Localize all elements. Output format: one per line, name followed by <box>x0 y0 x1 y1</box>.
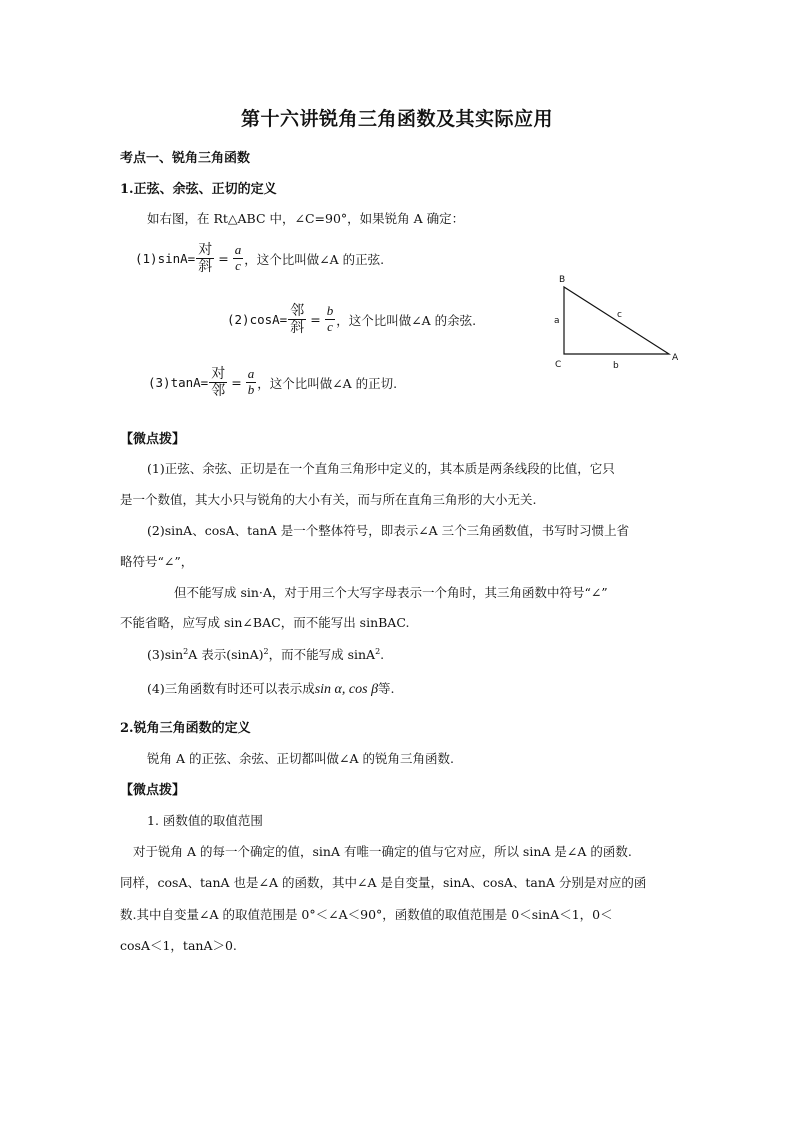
subsection-heading-acute: 2.锐角三角函数的定义 <box>120 721 251 736</box>
tip2-line4: 不能省略，应写成 sin∠BAC，而不能写出 sinBAC. <box>120 615 410 630</box>
vertex-label-a: A <box>672 353 679 363</box>
tip4-math: sin α, cos β <box>314 682 379 697</box>
tip4-part-a: (4)三角函数有时还可以表示成 <box>147 681 315 696</box>
tan-word-fraction <box>209 366 227 399</box>
tip3-sup2: 2 <box>263 646 269 656</box>
sin-var-fraction <box>233 243 244 274</box>
acute-definition-text: 锐角 A 的正弦、余弦、正切都叫做∠A 的锐角三角函数. <box>147 751 454 766</box>
range-line2: 同样，cosA、tanA 也是∠A 的函数，其中∠A 是自变量，sinA、cosA、tanA 分别是对应的函 <box>120 875 647 890</box>
cos-definition <box>227 303 476 336</box>
tan-var-num: a <box>247 366 255 382</box>
cos-var-den: c <box>327 319 333 335</box>
cos-word-num: 邻 <box>290 303 305 319</box>
cos-var-num: b <box>326 303 334 319</box>
tip4-part-b: 等. <box>378 681 395 696</box>
cos-word-fraction <box>288 303 306 336</box>
triangle-shape <box>564 287 669 354</box>
sin-var-den: c <box>235 258 241 274</box>
tip2-line3: 但不能写成 sin·A，对于用三个大写字母表示一个角时，其三角函数中符号“∠” <box>174 585 608 600</box>
tan-var-den: b <box>247 382 255 398</box>
tip3-part-b: A 表示(sinA) <box>188 647 264 662</box>
tan-word-num: 对 <box>211 366 226 382</box>
tan-suffix: ，这个比叫做∠A 的正切. <box>257 375 398 391</box>
cos-var-fraction <box>325 304 336 335</box>
tip3-sup3: 2 <box>375 646 381 656</box>
sin-prefix: (1)sinA= <box>135 251 196 267</box>
tip2-line2: 略符号“∠”， <box>120 554 194 569</box>
range-line3: 数.其中自变量∠A 的取值范围是 0°＜∠A＜90°，函数值的取值范围是 0＜sinA＜1，0＜ <box>120 907 613 922</box>
intro-text: 如右图，在 Rt△ABC 中，∠C=90°，如果锐角 A 确定： <box>147 211 465 226</box>
tip3-part-c: ，而不能写成 sinA <box>268 647 376 662</box>
section-heading: 考点一、锐角三角函数 <box>120 151 251 166</box>
range-line4: cosA＜1，tanA＞0. <box>120 938 237 953</box>
side-label-b: b <box>613 361 619 371</box>
tan-word-den: 邻 <box>211 383 226 400</box>
cos-word-den: 斜 <box>290 320 305 337</box>
cos-equals: = <box>310 312 321 328</box>
tan-equals: = <box>231 375 242 391</box>
tan-prefix: (3)tanA= <box>148 375 209 391</box>
vertex-label-c: C <box>555 360 562 370</box>
tip3-sup1: 2 <box>183 646 189 656</box>
tip2-line1: (2)sinA、cosA、tanA 是一个整体符号，即表示∠A 三个三角函数值，书写时习惯上省 <box>147 523 630 538</box>
tip4-line <box>147 679 395 698</box>
sin-word-num: 对 <box>198 242 213 258</box>
tip-label-2: 【微点拨】 <box>120 783 186 798</box>
page-title: 第十六讲锐角三角函数及其实际应用 <box>240 108 553 130</box>
tip1-line1: (1)正弦、余弦、正切是在一个直角三角形中定义的，其本质是两条线段的比值，它只 <box>147 461 615 476</box>
subsection-heading-definition: 1.正弦、余弦、正切的定义 <box>120 182 277 197</box>
tip3-part-a: (3)sin <box>147 647 184 662</box>
range-heading: 1. 函数值的取值范围 <box>147 813 263 828</box>
sin-var-num: a <box>234 242 242 258</box>
tip-label-1: 【微点拨】 <box>120 432 186 447</box>
range-line1: 对于锐角 A 的每一个确定的值，sinA 有唯一确定的值与它对应，所以 sinA 是∠A 的函数. <box>133 844 632 859</box>
sin-suffix: ，这个比叫做∠A 的正弦. <box>244 251 385 267</box>
vertex-label-b: B <box>559 275 566 285</box>
cos-prefix: (2)cosA= <box>227 312 288 328</box>
sin-word-fraction <box>196 242 214 275</box>
right-triangle-figure <box>545 268 695 378</box>
sin-word-den: 斜 <box>198 259 213 276</box>
tan-var-fraction <box>246 367 257 398</box>
sin-definition <box>135 242 384 275</box>
sin-equals: = <box>218 251 229 267</box>
tip1-line2: 是一个数值，其大小只与锐角的大小有关，而与所在直角三角形的大小无关. <box>120 492 537 507</box>
tip3-part-d: . <box>380 647 385 662</box>
tan-definition <box>148 366 397 399</box>
side-label-a: a <box>554 316 560 326</box>
tip3-line <box>147 645 384 663</box>
side-label-c: c <box>617 310 622 320</box>
cos-suffix: ，这个比叫做∠A 的余弦. <box>336 312 477 328</box>
